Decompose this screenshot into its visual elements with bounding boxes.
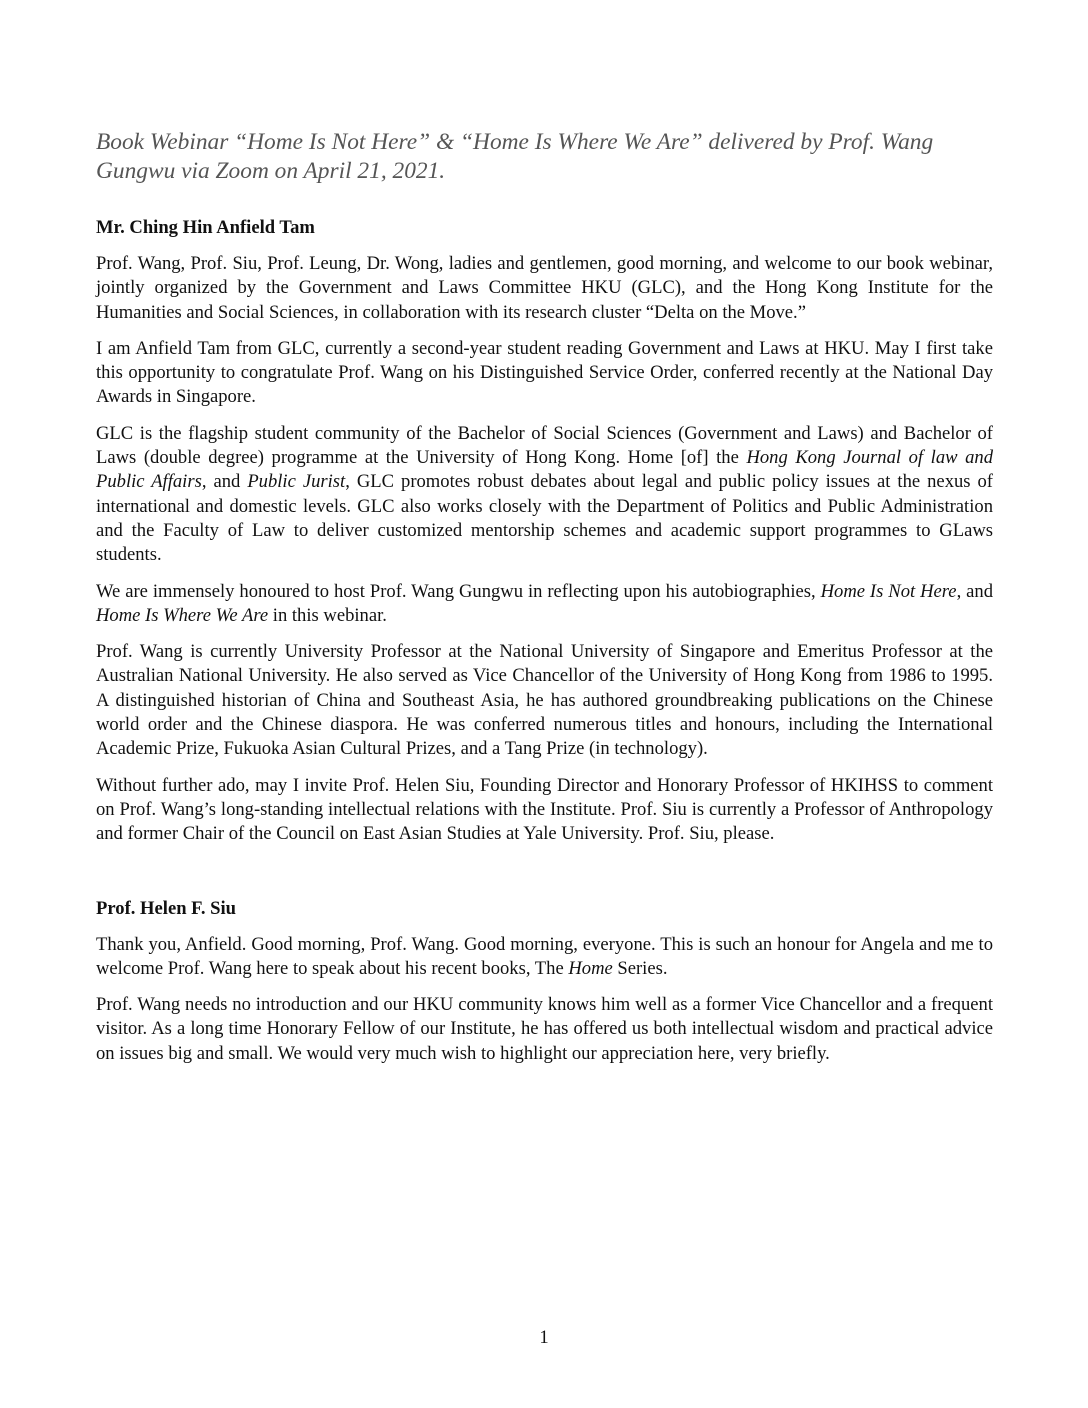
journal-title: Hong Kong Journal of law and Public Affairs — [96, 447, 993, 493]
document-page — [96, 128, 993, 1078]
paragraph: Prof. Wang is currently University Professor at the National University of Singapore and Emeritus Professor at the Australian National University. He also served as Vice Chancellor of the University of Hong Kong from 1986 to 1995. A distinguished historian of China and Southeast Asia, he has authored groundbreaking publications on the Chinese world order and the Chinese diaspora. He was conferred numerous titles and honours, including the International Academic Prize, Fukuoka Asian Cultural Prizes, and a Tang Prize (in technology). — [96, 641, 993, 760]
paragraph: Prof. Wang, Prof. Siu, Prof. Leung, Dr. Wong, ladies and gentlemen, good morning, and welcome to our book webinar, jointly organized by the Government and Laws Committee HKU (GLC), and the Hong Kong Institute for the Humanities and Social Sciences, in collaboration with its research cluster “Delta on the Move.” — [96, 253, 993, 323]
speaker-name: Prof. Helen F. Siu — [96, 897, 236, 919]
paragraph: I am Anfield Tam from GLC, currently a second-year student reading Government and Laws at HKU. May I first take this opportunity to congratulate Prof. Wang on his Distinguished Service Order, conferred recently at the National Day Awards in Singapore. — [96, 337, 993, 408]
section-tam — [96, 216, 993, 847]
paragraph: Prof. Wang needs no introduction and our HKU community knows him well as a former Vice Chancellor and a frequent visitor. As a long time Honorary Fellow of our Institute, he has offered us both intellectual wisdom and practical advice on issues big and small. We would very much wish to highlight our appreciation here, very briefly. — [96, 994, 993, 1064]
publication-title: Public Jurist — [247, 471, 346, 493]
paragraph: Thank you, Anfield. Good morning, Prof. Wang. Good morning, everyone. This is such an honour for Angela and me to welcome Prof. Wang here to speak about his recent books, The Home Series. — [96, 933, 993, 979]
series-title: Home — [568, 957, 613, 979]
paragraph: We are immensely honoured to host Prof. Wang Gungwu in reflecting upon his autobiographies, Home Is Not Here, and Home Is Where We Are in this webinar. — [96, 580, 993, 626]
book-title: Home Is Not Here — [820, 580, 957, 602]
paragraph: GLC is the flagship student community of the Bachelor of Social Sciences (Government and Laws) and Bachelor of Laws (double degree) programme at the University of Hong Kong. Home [of] the Hong Kong Journal of law and Public Affairs, and Public Jurist, GLC promotes robust debates about legal and public policy issues at the nexus of international and domestic levels. GLC also works closely with the Department of Politics and Public Administration and the Faculty of Law to deliver customized mentorship schemes and academic support programmes to GLaws students. — [96, 422, 993, 566]
speaker-name: Mr. Ching Hin Anfield Tam — [96, 217, 315, 238]
book-title: Home Is Where We Are — [96, 604, 269, 626]
section-siu — [96, 897, 993, 1066]
document-title: Book Webinar “Home Is Not Here” & “Home Is Where We Are” delivered by Prof. Wang Gungwu via Zoom on April 21, 2021. — [96, 129, 934, 184]
page-number: 1 — [539, 1327, 549, 1348]
paragraph: Without further ado, may I invite Prof. Helen Siu, Founding Director and Honorary Professor of HKIHSS to comment on Prof. Wang’s long-standing intellectual relations with the Institute. Prof. Siu is currently a Professor of Anthropology and former Chair of the Council on East Asian Studies at Yale University. Prof. Siu, please. — [96, 774, 993, 845]
